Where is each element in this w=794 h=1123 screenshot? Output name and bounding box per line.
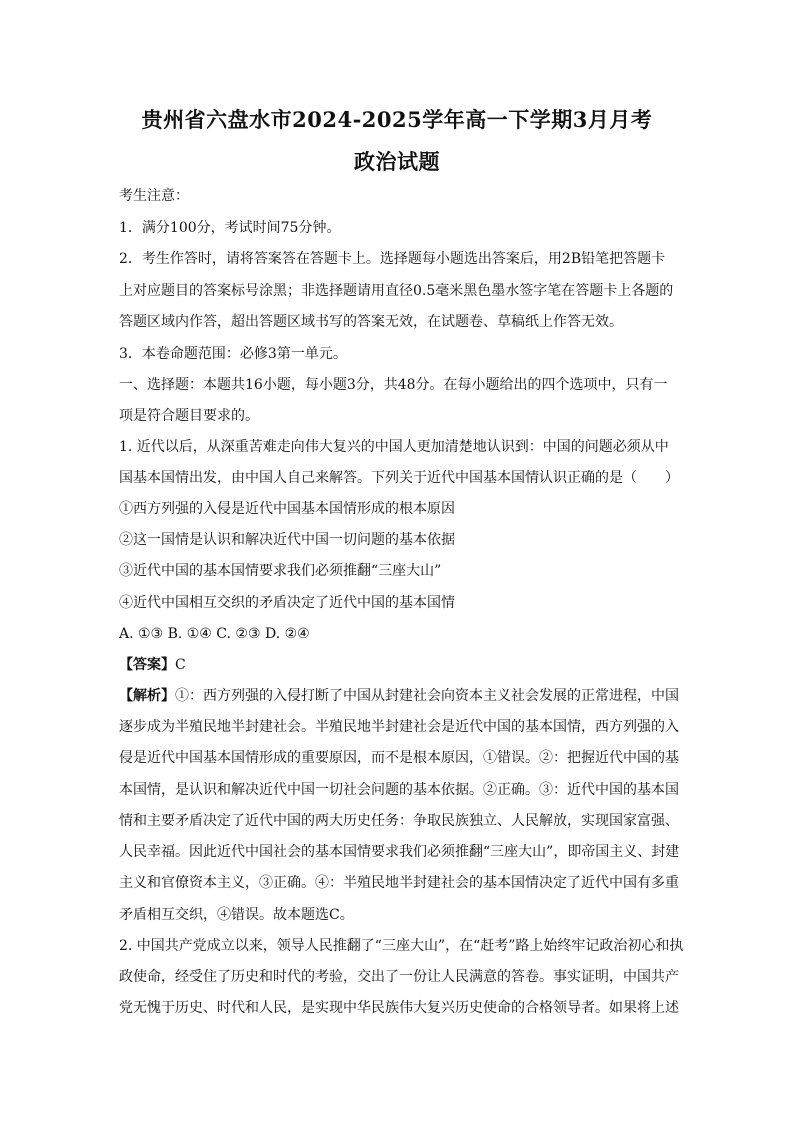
question-1-choices: A. ①③ B. ①④ C. ②③ D. ②④ — [119, 626, 310, 642]
question-2-line-2: 政使命，经受住了历史和时代的考验，交出了一份让人民满意的答卷。事实证明，中国共产 — [119, 969, 679, 985]
analysis-line-5: 情和主要矛盾决定了近代中国的两大历史任务：争取民族独立、人民解放，实现国家富强、 — [119, 813, 679, 829]
page-subtitle: 政治试题 — [354, 149, 440, 174]
analysis-line-7: 主义和官僚资本主义，③正确。④：半殖民地半封建社会的基本国情决定了近代中国有多重 — [119, 875, 679, 891]
question-1-option-3: ③近代中国的基本国情要求我们必须推翻“三座大山” — [119, 563, 442, 579]
notice-item-1: 1．满分100分，考试时间75分钟。 — [119, 220, 341, 236]
section-heading-line-1: 一、选择题：本题共16小题，每小题3分，共48分。在每小题给出的四个选项中，只有一 — [119, 377, 668, 393]
analysis-line-6: 人民幸福。因此近代中国社会的基本国情要求我们必须推翻“三座大山”，即帝国主义、封建 — [119, 844, 680, 860]
question-1-option-4: ④近代中国相互交织的矛盾决定了近代中国的基本国情 — [119, 595, 455, 611]
answer-label: 【答案】 — [119, 657, 175, 673]
question-1-option-1: ①西方列强的入侵是近代中国基本国情形成的根本原因 — [119, 501, 455, 517]
notice-item-2-line-1: 2．考生作答时，请将答案答在答题卡上。选择题每小题选出答案后，用2B铅笔把答题卡 — [119, 251, 666, 267]
page-title: 贵州省六盘水市2024-2025学年高一下学期3月月考 — [141, 107, 653, 132]
section-heading-line-2: 项是符合题目要求的。 — [119, 408, 259, 424]
question-2-line-3: 党无愧于历史、时代和人民，是实现中华民族伟大复兴历史使命的合格领导者。如果将上述 — [119, 1000, 679, 1016]
analysis-line-8: 矛盾相互交织，④错误。故本题选C。 — [119, 907, 354, 923]
notice-heading: 考生注意： — [119, 188, 189, 204]
answer-line — [119, 655, 679, 675]
analysis-line-4: 本国情，是认识和解决近代中国一切社会问题的基本依据。②正确。③：近代中国的基本国 — [119, 782, 679, 798]
answer-value: C — [175, 657, 186, 673]
analysis-text-1: ①：西方列强的入侵打断了中国从封建社会向资本主义社会发展的正常进程，中国 — [175, 688, 679, 704]
notice-item-3: 3．本卷命题范围：必修3第一单元。 — [119, 346, 347, 362]
question-1-line-1: 1. 近代以后，从深重苦难走向伟大复兴的中国人更加清楚地认识到：中国的问题必须从中 — [119, 439, 669, 455]
notice-item-2-line-2: 上对应题目的答案标号涂黑；非选择题请用直径0.5毫米黑色墨水签字笔在答题卡上各题的 — [119, 283, 674, 299]
analysis-label: 【解析】 — [119, 688, 175, 704]
analysis-line-2: 逐步成为半殖民地半封建社会。半殖民地半封建社会是近代中国的基本国情，西方列强的入 — [119, 719, 679, 735]
analysis-line-1 — [119, 686, 679, 706]
analysis-line-3: 侵是近代中国基本国情形成的重要原因，而不是根本原因，①错误。②：把握近代中国的基 — [119, 750, 679, 766]
question-2-line-1: 2. 中国共产党成立以来，领导人民推翻了“三座大山”，在“赶考”路上始终牢记政治初心和执 — [119, 938, 684, 954]
question-1-option-2: ②这一国情是认识和解决近代中国一切问题的基本依据 — [119, 532, 455, 548]
notice-item-2-line-3: 答题区域内作答，超出答题区域书写的答案无效，在试题卷、草稿纸上作答无效。 — [119, 314, 623, 330]
question-1-line-2: 国基本国情出发，由中国人自己来解答。下列关于近代中国基本国情认识正确的是（ ） — [119, 470, 679, 486]
